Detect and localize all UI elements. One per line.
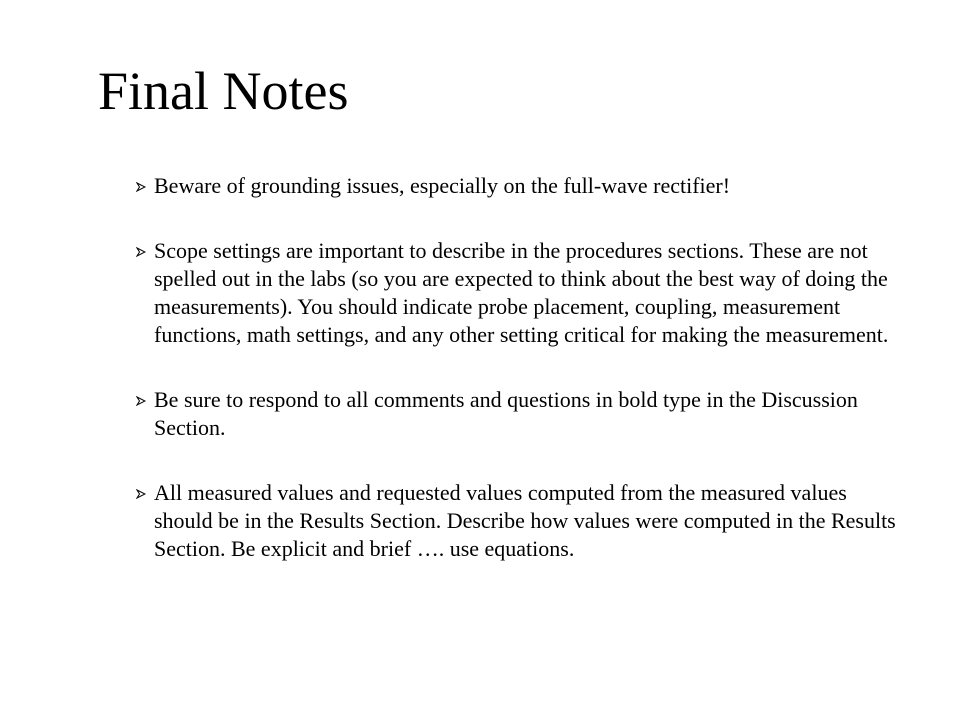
arrowhead-bullet-icon — [136, 386, 148, 414]
bullet-text: All measured values and requested values computed from the measured values should be in the Results Section. Describe how values were computed in the Results Section. Be explicit and brief …. use equations. — [154, 480, 896, 561]
bullet-item-respond-comments — [136, 386, 896, 442]
bullet-item-grounding — [136, 172, 896, 200]
bullet-item-scope-settings — [136, 237, 896, 349]
arrowhead-bullet-icon — [136, 479, 148, 507]
bullet-text: Scope settings are important to describe in the procedures sections. These are not spelled out in the labs (so you are expected to think about the best way of doing the measurements). You should indicate probe placement, coupling, measurement functions, math settings, and any other setting critical for making the measurement. — [154, 238, 889, 347]
bullet-list — [136, 172, 896, 563]
bullet-text: Beware of grounding issues, especially on the full-wave rectifier! — [154, 173, 731, 198]
arrowhead-bullet-icon — [136, 172, 148, 200]
slide-title: Final Notes — [98, 61, 349, 121]
bullet-text: Be sure to respond to all comments and questions in bold type in the Discussion Section. — [154, 387, 858, 440]
arrowhead-bullet-icon — [136, 237, 148, 265]
bullet-item-results — [136, 479, 896, 563]
